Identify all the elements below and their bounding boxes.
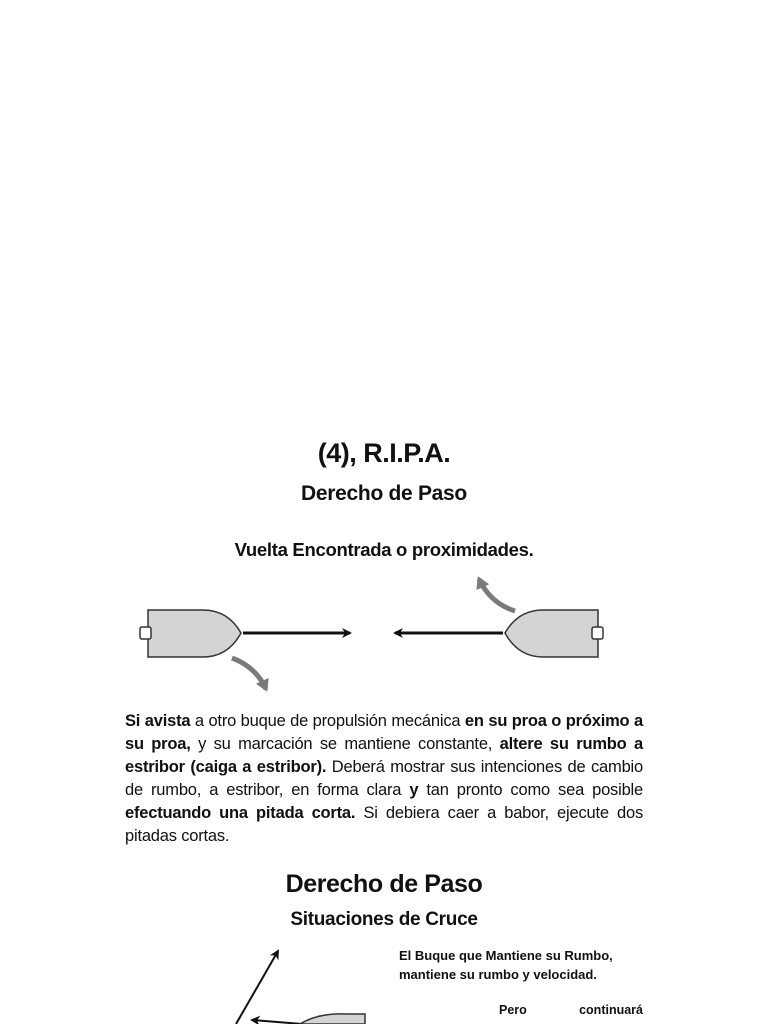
vessel-right [505, 610, 603, 657]
section2-subtitle: Situaciones de Cruce [290, 909, 478, 930]
crossing-diagram [0, 935, 768, 1024]
note-word: Pero [499, 1003, 527, 1017]
starboard-turn-arrow-left [232, 658, 266, 689]
stand-on-note [399, 946, 649, 984]
note-line: mantiene su rumbo y velocidad. [399, 967, 597, 982]
rule-paragraph: Si avista a otro buque de propulsión mecánica en su proa o próximo a su proa, y su marcación se mantiene constante, altere su rumbo a estribor (caiga a estribor). Deberá mostrar sus intenciones de cambio de rumbo, a estribor, en forma clara y tan pronto como sea posible efectuando una pitada corta. Si debiera caer a babor, ejecute dos pitadas cortas. [125, 712, 643, 845]
section-title: Derecho de Paso [301, 482, 467, 505]
head-on-diagram [0, 565, 768, 705]
vessel-left [140, 610, 241, 657]
crossing-turn-arrow [252, 1020, 302, 1024]
crossing-course-arrow [236, 951, 278, 1024]
starboard-turn-arrow-right [479, 579, 515, 611]
section2-title: Derecho de Paso [285, 870, 483, 898]
subsection-title: Vuelta Encontrada o proximidades. [234, 539, 534, 560]
note-line: El Buque que Mantiene su Rumbo, [399, 948, 613, 963]
continuation-note [499, 1003, 643, 1017]
page-title: (4), R.I.P.A. [317, 438, 451, 468]
crossing-vessel [300, 1014, 365, 1024]
note-word: continuará [579, 1003, 643, 1017]
